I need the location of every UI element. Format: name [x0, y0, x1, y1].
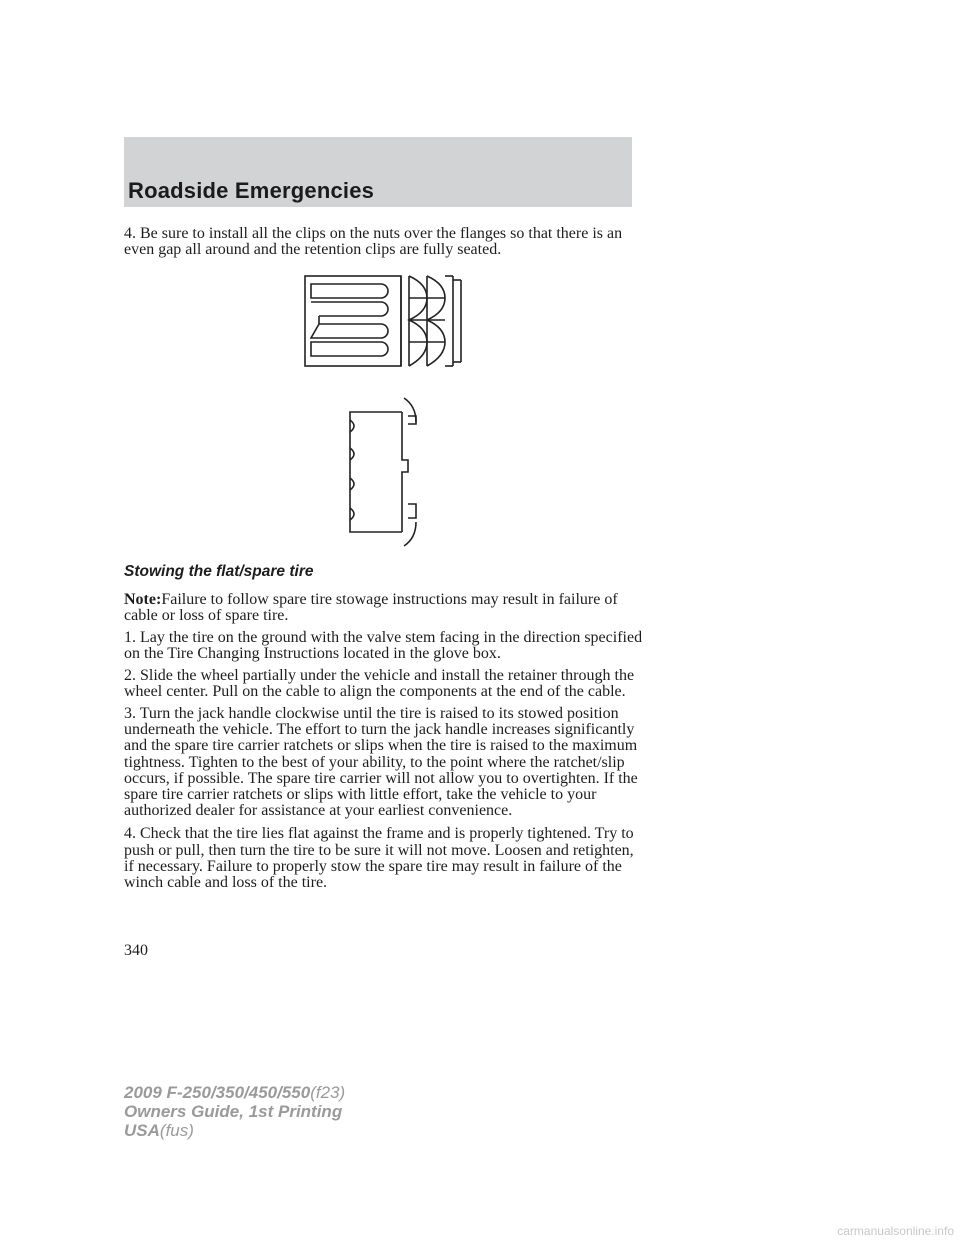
- footer-line-3: [124, 1121, 345, 1140]
- footer-line-2: Owners Guide, 1st Printing: [124, 1102, 343, 1121]
- step-3: 3. Turn the jack handle clockwise until the tire is raised to its stowed position underneath the vehicle. The effort to turn the jack handle increases significantly and the spare tire carrier ratchets or slips when the tire is raised to the maximum tightness. Tighten to the best of your ability, to the point where the ratchet/slip occurs, if possible. The spare tire carrier will not allow you to overtighten. If the spare tire carrier ratchets or slips with little effort, take the vehicle to your authorized dealer for assistance at your earliest convenience.: [124, 705, 638, 820]
- footer: [124, 1083, 345, 1140]
- note-label: Note:: [124, 591, 162, 608]
- section-body: [124, 592, 644, 891]
- footer-region: USA: [124, 1121, 160, 1140]
- section-title: Roadside Emergencies: [128, 178, 375, 203]
- page-number: 340: [124, 942, 148, 959]
- footer-model: 2009 F-250/350/450/550: [124, 1083, 311, 1102]
- footer-region-code: (fus): [159, 1121, 194, 1140]
- note-paragraph: [124, 592, 644, 623]
- lug-nut-cover-side-view-icon: [303, 272, 469, 370]
- note-text: Failure to follow spare tire stowage instructions may result in failure of cable or loss of spare tire.: [124, 591, 618, 624]
- step-1: 1. Lay the tire on the ground with the valve stem facing in the direction specified on the Tire Changing Instructions located in the glove box.: [124, 629, 643, 662]
- section-heading: Stowing the flat/spare tire: [124, 563, 314, 580]
- step-4: 4. Check that the tire lies flat against the frame and is properly tightened. Try to push or pull, then turn the tire to be sure it will not move. Loosen and retighten, if necessary. Failure to properly stow the spare tire may result in failure of the winch cable and loss of the tire.: [124, 825, 634, 892]
- footer-model-code: (f23): [310, 1083, 346, 1102]
- intro-text: 4. Be sure to install all the clips on the nuts over the flanges so that there is an even gap all around and the retention clips are fully seated.: [124, 225, 623, 258]
- footer-line-1: [124, 1083, 345, 1102]
- step-2: 2. Slide the wheel partially under the vehicle and install the retainer through the wheel center. Pull on the cable to align the components at the end of the cable.: [124, 667, 635, 700]
- retention-clip-profile-icon: [344, 394, 424, 548]
- watermark: carmanualsonline.info: [837, 1224, 954, 1238]
- intro-paragraph: [124, 226, 644, 257]
